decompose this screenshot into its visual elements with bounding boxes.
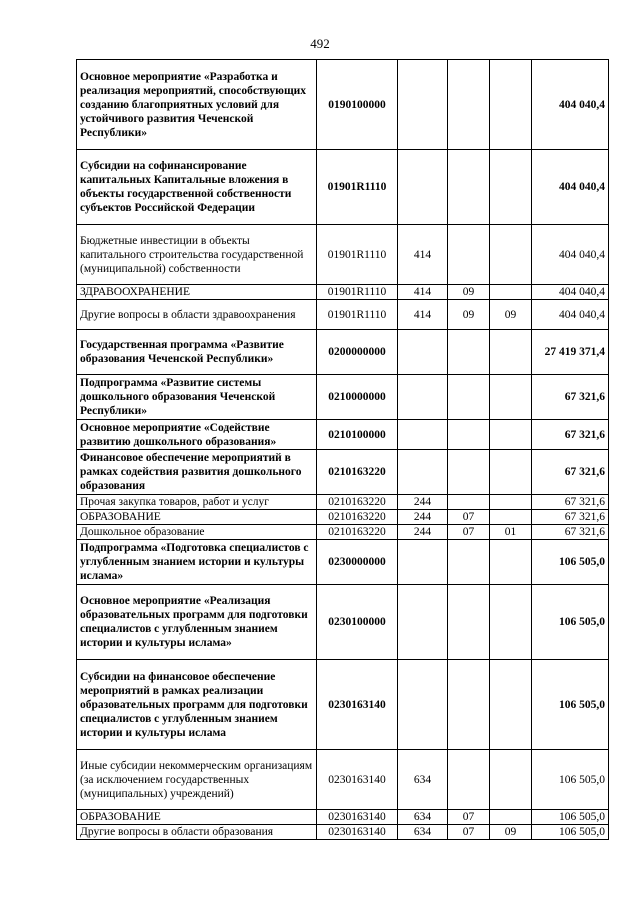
row-sum-cell: 106 505,0	[532, 585, 609, 660]
row-section-cell: 09	[448, 285, 490, 300]
budget-table-body	[77, 60, 609, 840]
row-sum-cell: 67 321,6	[532, 420, 609, 450]
row-code-cell: 0200000000	[317, 330, 398, 375]
row-section-cell	[448, 495, 490, 510]
row-section-cell: 09	[448, 300, 490, 330]
row-code-cell: 0210163220	[317, 510, 398, 525]
row-code-cell: 01901R1110	[317, 300, 398, 330]
row-subsection-cell	[490, 660, 532, 750]
row-subsection-cell	[490, 585, 532, 660]
table-row	[77, 540, 609, 585]
row-section-cell	[448, 375, 490, 420]
row-code-cell: 0230163140	[317, 660, 398, 750]
row-code-cell: 01901R1110	[317, 225, 398, 285]
row-sum-cell: 106 505,0	[532, 825, 609, 840]
row-code-cell: 0210100000	[317, 420, 398, 450]
row-code-cell: 0230163140	[317, 810, 398, 825]
row-subsection-cell	[490, 750, 532, 810]
budget-table	[76, 59, 609, 840]
row-name-cell: ОБРАЗОВАНИЕ	[77, 510, 317, 525]
row-expense-type-cell	[398, 60, 448, 150]
row-name-cell: Субсидии на финансовое обеспечение мероприятий в рамках реализации образовательных программ для подготовки специалистов с углубленным знанием истории и культуры ислама	[77, 660, 317, 750]
row-subsection-cell: 09	[490, 300, 532, 330]
row-section-cell	[448, 150, 490, 225]
table-row	[77, 510, 609, 525]
row-name-cell: Основное мероприятие «Содействие развитию дошкольного образования»	[77, 420, 317, 450]
row-sum-cell: 106 505,0	[532, 750, 609, 810]
row-name-cell: Основное мероприятие «Реализация образовательных программ для подготовки специалистов с углубленным знанием истории и культуры ислама»	[77, 585, 317, 660]
row-expense-type-cell	[398, 330, 448, 375]
row-section-cell: 07	[448, 525, 490, 540]
row-section-cell	[448, 660, 490, 750]
row-sum-cell: 404 040,4	[532, 60, 609, 150]
row-expense-type-cell	[398, 450, 448, 495]
row-subsection-cell	[490, 150, 532, 225]
row-expense-type-cell	[398, 585, 448, 660]
row-section-cell	[448, 585, 490, 660]
row-name-cell: Субсидии на софинансирование капитальных Капитальные вложения в объекты государственной собственности субъектов Российской Федерации	[77, 150, 317, 225]
row-subsection-cell	[490, 450, 532, 495]
table-row	[77, 495, 609, 510]
row-name-cell: Другие вопросы в области здравоохранения	[77, 300, 317, 330]
row-sum-cell: 404 040,4	[532, 150, 609, 225]
row-code-cell: 0230100000	[317, 585, 398, 660]
row-sum-cell: 67 321,6	[532, 450, 609, 495]
row-subsection-cell	[490, 60, 532, 150]
table-row	[77, 300, 609, 330]
row-sum-cell: 67 321,6	[532, 510, 609, 525]
row-expense-type-cell	[398, 660, 448, 750]
row-expense-type-cell: 634	[398, 825, 448, 840]
row-name-cell: ОБРАЗОВАНИЕ	[77, 810, 317, 825]
row-subsection-cell	[490, 225, 532, 285]
row-expense-type-cell	[398, 420, 448, 450]
row-code-cell: 0210163220	[317, 495, 398, 510]
row-section-cell	[448, 330, 490, 375]
table-row	[77, 750, 609, 810]
table-row	[77, 660, 609, 750]
table-row	[77, 810, 609, 825]
row-sum-cell: 27 419 371,4	[532, 330, 609, 375]
row-name-cell: Дошкольное образование	[77, 525, 317, 540]
row-sum-cell: 106 505,0	[532, 540, 609, 585]
row-subsection-cell	[490, 330, 532, 375]
row-name-cell: Финансовое обеспечение мероприятий в рамках содействия развития дошкольного образования	[77, 450, 317, 495]
table-row	[77, 525, 609, 540]
table-row	[77, 450, 609, 495]
row-name-cell: Прочая закупка товаров, работ и услуг	[77, 495, 317, 510]
row-subsection-cell	[490, 285, 532, 300]
row-expense-type-cell: 244	[398, 510, 448, 525]
row-name-cell: Иные субсидии некоммерческим организациям (за исключением государственных (муниципальных) учреждений)	[77, 750, 317, 810]
row-name-cell: Основное мероприятие «Разработка и реализация мероприятий, способствующих созданию благоприятных условий для устойчивого развития Чеченской Республики»	[77, 60, 317, 150]
row-sum-cell: 404 040,4	[532, 225, 609, 285]
row-section-cell	[448, 225, 490, 285]
row-code-cell: 0210163220	[317, 525, 398, 540]
row-name-cell: Подпрограмма «Развитие системы дошкольного образования Чеченской Республики»	[77, 375, 317, 420]
row-name-cell: Государственная программа «Развитие образования Чеченской Республики»	[77, 330, 317, 375]
table-row	[77, 375, 609, 420]
table-row	[77, 60, 609, 150]
row-code-cell: 0210000000	[317, 375, 398, 420]
row-name-cell: ЗДРАВООХРАНЕНИЕ	[77, 285, 317, 300]
page-number: 492	[310, 36, 330, 51]
row-section-cell	[448, 750, 490, 810]
row-subsection-cell	[490, 810, 532, 825]
row-subsection-cell	[490, 420, 532, 450]
row-sum-cell: 404 040,4	[532, 285, 609, 300]
table-row	[77, 825, 609, 840]
row-sum-cell: 67 321,6	[532, 375, 609, 420]
table-row	[77, 225, 609, 285]
row-code-cell: 01901R1110	[317, 150, 398, 225]
row-expense-type-cell: 244	[398, 525, 448, 540]
table-row	[77, 285, 609, 300]
row-subsection-cell	[490, 495, 532, 510]
row-code-cell: 01901R1110	[317, 285, 398, 300]
row-section-cell: 07	[448, 810, 490, 825]
row-expense-type-cell	[398, 150, 448, 225]
row-sum-cell: 67 321,6	[532, 525, 609, 540]
row-expense-type-cell: 414	[398, 225, 448, 285]
row-expense-type-cell	[398, 540, 448, 585]
row-expense-type-cell: 634	[398, 810, 448, 825]
row-code-cell: 0210163220	[317, 450, 398, 495]
row-section-cell	[448, 540, 490, 585]
row-sum-cell: 404 040,4	[532, 300, 609, 330]
row-section-cell	[448, 420, 490, 450]
row-code-cell: 0230163140	[317, 825, 398, 840]
row-name-cell: Другие вопросы в области образования	[77, 825, 317, 840]
row-expense-type-cell: 414	[398, 285, 448, 300]
row-name-cell: Подпрограмма «Подготовка специалистов с углубленным знанием истории и культуры ислама»	[77, 540, 317, 585]
row-subsection-cell: 09	[490, 825, 532, 840]
row-section-cell	[448, 60, 490, 150]
row-name-cell: Бюджетные инвестиции в объекты капитального строительства государственной (муниципальной) собственности	[77, 225, 317, 285]
row-code-cell: 0230000000	[317, 540, 398, 585]
row-code-cell: 0230163140	[317, 750, 398, 810]
row-subsection-cell	[490, 510, 532, 525]
row-subsection-cell	[490, 375, 532, 420]
row-code-cell: 0190100000	[317, 60, 398, 150]
row-section-cell: 07	[448, 825, 490, 840]
row-section-cell: 07	[448, 510, 490, 525]
table-row	[77, 585, 609, 660]
row-sum-cell: 106 505,0	[532, 660, 609, 750]
row-expense-type-cell	[398, 375, 448, 420]
row-section-cell	[448, 450, 490, 495]
row-expense-type-cell: 634	[398, 750, 448, 810]
table-row	[77, 150, 609, 225]
row-sum-cell: 106 505,0	[532, 810, 609, 825]
table-row	[77, 420, 609, 450]
row-sum-cell: 67 321,6	[532, 495, 609, 510]
table-row	[77, 330, 609, 375]
row-subsection-cell	[490, 540, 532, 585]
row-expense-type-cell: 244	[398, 495, 448, 510]
row-expense-type-cell: 414	[398, 300, 448, 330]
row-subsection-cell: 01	[490, 525, 532, 540]
